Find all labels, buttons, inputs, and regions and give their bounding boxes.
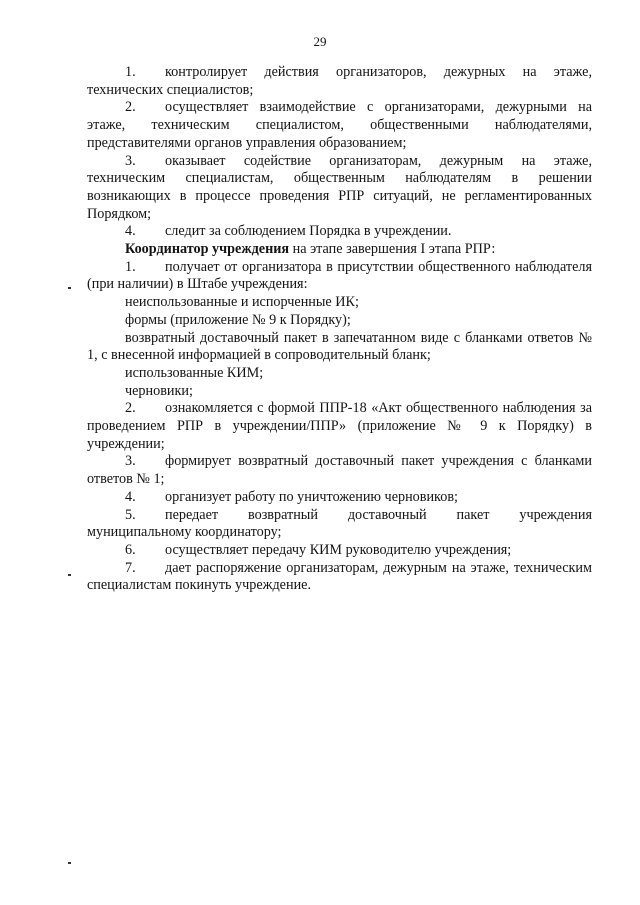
- item-number: 3.: [125, 152, 136, 169]
- item-number: 2.: [125, 400, 136, 417]
- item-text: получает от организатора в присутствии общественного наблюдателя (при наличии) в Штабе учреждения:: [87, 258, 592, 293]
- item-text: осуществляет передачу КИМ руководителю учреждения;: [165, 541, 512, 558]
- item-text: ознакомляется с формой ППР-18 «Акт общественного наблюдения за проведением РПР в учреждении/ППР» (приложение № 9 к Порядку) в учреждении;: [87, 400, 592, 452]
- item-number: 2.: [125, 99, 136, 116]
- item-number: 1.: [125, 258, 136, 275]
- margin-mark: [68, 574, 71, 576]
- item-number: 5.: [125, 506, 136, 523]
- list-item: [87, 560, 592, 595]
- margin-mark: [68, 862, 71, 864]
- item-number: 7.: [125, 559, 136, 576]
- sub-item: черновики;: [125, 382, 193, 399]
- page-number: 29: [313, 34, 327, 49]
- list-item: [87, 453, 592, 488]
- item-number: 4.: [125, 488, 136, 505]
- heading-bold-title: Координатор учреждения: [125, 241, 290, 258]
- list-item: [87, 64, 592, 99]
- sub-item: возвратный доставочный пакет в запечатанном виде с бланками ответов № 1, с внесенной информацией в сопроводительный бланк;: [87, 329, 592, 364]
- list-item: [87, 223, 592, 241]
- sub-item: формы (приложение № 9 к Порядку);: [125, 311, 351, 328]
- item-number: 1.: [125, 64, 136, 80]
- document-body: [87, 64, 592, 595]
- item-text: контролирует действия организаторов, дежурных на этаже, технических специалистов;: [87, 64, 592, 98]
- list-item: [87, 400, 592, 453]
- list-item: [87, 507, 592, 542]
- item-text: дает распоряжение организаторам, дежурным на этаже, техническим специалистам покинуть учреждение.: [87, 559, 592, 594]
- item-number: 4.: [125, 223, 136, 240]
- heading-rest: на этапе завершения I этапа РПР:: [289, 241, 496, 258]
- item-text: осуществляет взаимодействие с организаторами, дежурными на этаже, техническим специалистом, общественными наблюдателями, представителями органов управления образованием;: [87, 99, 592, 151]
- sub-item: использованные КИМ;: [125, 364, 264, 381]
- list-item: [87, 99, 592, 152]
- margin-mark: [68, 287, 71, 289]
- item-number: 6.: [125, 541, 136, 558]
- item-text: организует работу по уничтожению черновиков;: [165, 488, 458, 505]
- list-item: [87, 542, 592, 560]
- item-text: следит за соблюдением Порядка в учреждении.: [165, 223, 452, 240]
- list-item: [87, 153, 592, 224]
- section-heading: [87, 241, 592, 259]
- list-item: [87, 259, 592, 294]
- item-text: формирует возвратный доставочный пакет учреждения с бланками ответов № 1;: [87, 453, 592, 488]
- sub-item: неиспользованные и испорченные ИК;: [125, 294, 359, 311]
- item-number: 3.: [125, 453, 136, 470]
- item-text: передает возвратный доставочный пакет учреждения муниципальному координатору;: [87, 506, 592, 541]
- list-item: [87, 489, 592, 507]
- item-text: оказывает содействие организаторам, дежурным на этаже, техническим специалистам, общественным наблюдателям в решении возникающих в процессе проведения РПР ситуаций, не регламентированных Порядком;: [87, 152, 592, 222]
